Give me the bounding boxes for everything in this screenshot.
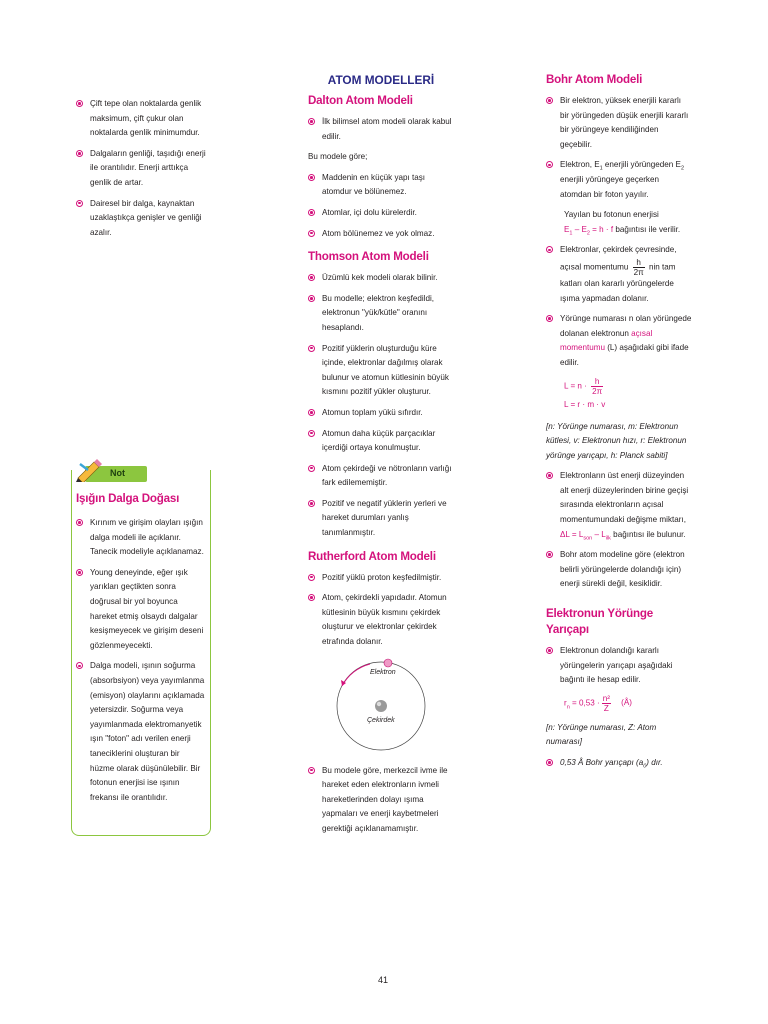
list-item: 0,53 Å Bohr yarıçapı $(a_0)$ dır. [546,756,692,771]
list-item: Elektronların üst enerji düzeyinden alt enerji düzeylerinden birine geçişi sırasında elektronların açısal momentumundaki değişme miktarı, $\Delta L = L_{son} - L_{ilk}$ bağıntısı ile bulunur. [546,469,692,542]
pencil-icon [74,458,102,482]
main-title: ATOM MODELLERİ [327,73,435,87]
note-tab-label: Not [110,468,125,478]
list-item: Young deneyinde, eğer ışık yarıkları geçtikten sonra doğrusal bir yol boyunca hareket etmiş olsaydı dalgalar kesişmeyecek ve girişim deseni gözlenmeyecekti. [76,566,206,654]
formula-delta-l: $\Delta L = L_{son} - L_{ilk}$ [560,529,611,542]
list-item: Bir elektron, yüksek enerjili kararlı bir yörüngeden düşük enerjili kararlı bir yörüngeye kendiliğinden geçebilir. [546,94,692,152]
list-item: Pozitif yüklerin oluşturduğu küre içinde, elektronlar dağılmış olarak bulunur ve atomun kütlesinin büyük kısmını pozitif yükler oluşturur. [308,342,454,400]
bullet-icon [308,465,315,472]
list-item: Maddenin en küçük yapı taşı atomdur ve bölünemez. [308,171,454,200]
list-item: Bohr atom modeline göre (elektron belirli yörüngelerde dolandığı için) enerji sürekli değil, kesiklidir. [546,548,692,592]
bullet-icon [546,97,553,104]
nucleus-label: Çekirdek [367,716,395,724]
list-item: Bu modelle; elektron keşfedildi, elektronun "yük/kütle" oranını hesaplandı. [308,292,454,336]
list-item: Dalga modeli, ışının soğurma (absorbsiyon) veya yayımlanma (emisyon) olaylarını açıklamada yetersizdir. Soğurma veya yayımlanmada elektromanyetik ışın "foton" adı verilen enerji taneciklerini oluşturan bir hüzme olarak düşünülebilir. Bir fotonun enerjisi ise ışının frekansı ile orantılıdır. [76,659,206,805]
list-item: Elektronun dolandığı kararlı yörüngelerin yarıçapı aşağıdaki bağıntı ile hesap edilir. [546,644,692,688]
photon-energy-text: Yayılan bu fotonun enerjisi $E_1 - E_2 = h \cdot f$ bağıntısı ile verilir. [564,210,681,237]
list-item: Atomun toplam yükü sıfırdır. [308,406,454,421]
bullet-icon [546,315,553,322]
bullet-icon [308,174,315,181]
section-title-rutherford: Rutherford Atom Modeli [308,549,436,563]
bullet-icon [308,230,315,237]
photon-energy-formula: $E_1 - E_2 = h \cdot f$ [564,224,614,237]
list-item: Atom bölünemez ve yok olmaz. [308,227,454,242]
bullet-icon [76,200,83,207]
list-item: İlk bilimsel atom modeli olarak kabul edilir. [308,115,454,144]
bullet-icon [76,100,83,107]
bullet-icon [308,295,315,302]
bullet-icon [308,574,315,581]
column-right [546,72,692,777]
bullet-icon [308,430,315,437]
section-title-thomson: Thomson Atom Modeli [308,250,429,264]
list-item: Pozitif yüklü proton keşfedilmiştir. [308,571,454,586]
bullet-icon [546,246,553,253]
list-item: Çift tepe olan noktalarda genlik maksimum, çift çukur olan noktalarda genlik minimumdur. [76,97,208,141]
section-title-dalton: Dalton Atom Modeli [308,94,413,107]
electron-label: Elektron [370,668,396,676]
page-number: 41 [378,975,389,985]
list-item: Elektron, $E_1$ enerjili yörüngeden $E_2$ enerjili yörüngeye geçerken atomdan bir foton yayılır. [546,158,692,202]
list-item: Elektronlar, çekirdek çevresinde, açısal momentumu $\frac{h}{2\pi}$ nin tam katları olan kararlı yörüngelerde ışıma yapmadan dolanır. [546,243,692,306]
formula-angular-momentum: L = n · $\frac{h}{2\pi}$ [564,376,603,396]
column-middle [308,72,454,843]
bullet-icon [308,274,315,281]
bullet-icon [76,150,83,157]
bullet-icon [76,569,83,576]
bullet-icon [308,409,315,416]
list-item: Kırınım ve girişim olayları ışığın dalga modeli ile açıklanır. Tanecik modeliyle açıklanamaz. [76,516,206,560]
bullet-icon [308,767,315,774]
list-item: Dalgaların genliği, taşıdığı enerji ile orantılıdır. Enerji arttıkça genlik de artar. [76,147,208,191]
list-item: Dairesel bir dalga, kaynaktan uzaklaştıkça genişler ve genliği azalır. [76,197,208,241]
legend-text: [n: Yörünge numarası, Z: Atom numarası] [546,722,657,747]
paragraph: Bu modele göre; [308,152,368,162]
list-item: Atom, çekirdekli yapıdadır. Atomun kütlesinin büyük kısmını çekirdek oluşturur ve elektronlar çekirdek etrafında dolanır. [308,591,454,649]
section-title-bohr: Bohr Atom Modeli [546,73,643,86]
note-content [76,491,206,811]
note-title: Işığın Dalga Doğası [76,492,180,505]
list-item: Bu modele göre, merkezcil ivme ile hareket eden elektronların ivmeli hareketlerinden dolayı ışıma yapmaları ve enerji kaybetmeleri gerektiği açıklanamamıştır. [308,764,454,837]
formula-radius: $r_n = 0,53$ · $\frac{\text{n²}}{Z}$ (Å) [564,693,632,713]
bullet-icon [76,519,83,526]
bullet-icon [546,472,553,479]
list-item: Atom çekirdeği ve nötronların varlığı fark edilememiştir. [308,462,454,491]
bullet-icon [308,345,315,352]
bullet-icon [546,647,553,654]
fraction: $\frac{h}{2\pi}$ [633,257,644,277]
bullet-icon [546,759,553,766]
list-item: Atomun daha küçük parçacıklar içerdiği ortaya konulmuştur. [308,427,454,456]
bullet-icon [546,161,553,168]
formula-rmv: L = r · m · v [564,399,606,409]
section-title-radius: Elektronun Yörünge Yarıçapı [546,607,653,637]
list-item: Atomlar, içi dolu kürelerdir. [308,206,454,221]
bullet-icon [546,551,553,558]
bullet-icon [308,500,315,507]
legend-text: [n: Yörünge numarası, m: Elektronun kütlesi, v: Elektronun hızı, r: Elektronun yörünge yarıçapı, h: Planck sabiti] [546,421,687,460]
bullet-icon [308,209,315,216]
list-item: Pozitif ve negatif yüklerin yerleri ve hareket durumları yanlış tanımlanmıştır. [308,497,454,541]
column-left [76,97,208,246]
atom-figure [308,656,454,756]
bullet-icon [308,594,315,601]
bullet-icon [308,118,315,125]
bullet-icon [76,662,83,669]
list-item: Üzümlü kek modeli olarak bilinir. [308,271,454,286]
list-item: Yörünge numarası n olan yörüngede dolanan elektronun açısal momentumu (L) aşağıdaki gibi ifade edilir. [546,312,692,370]
